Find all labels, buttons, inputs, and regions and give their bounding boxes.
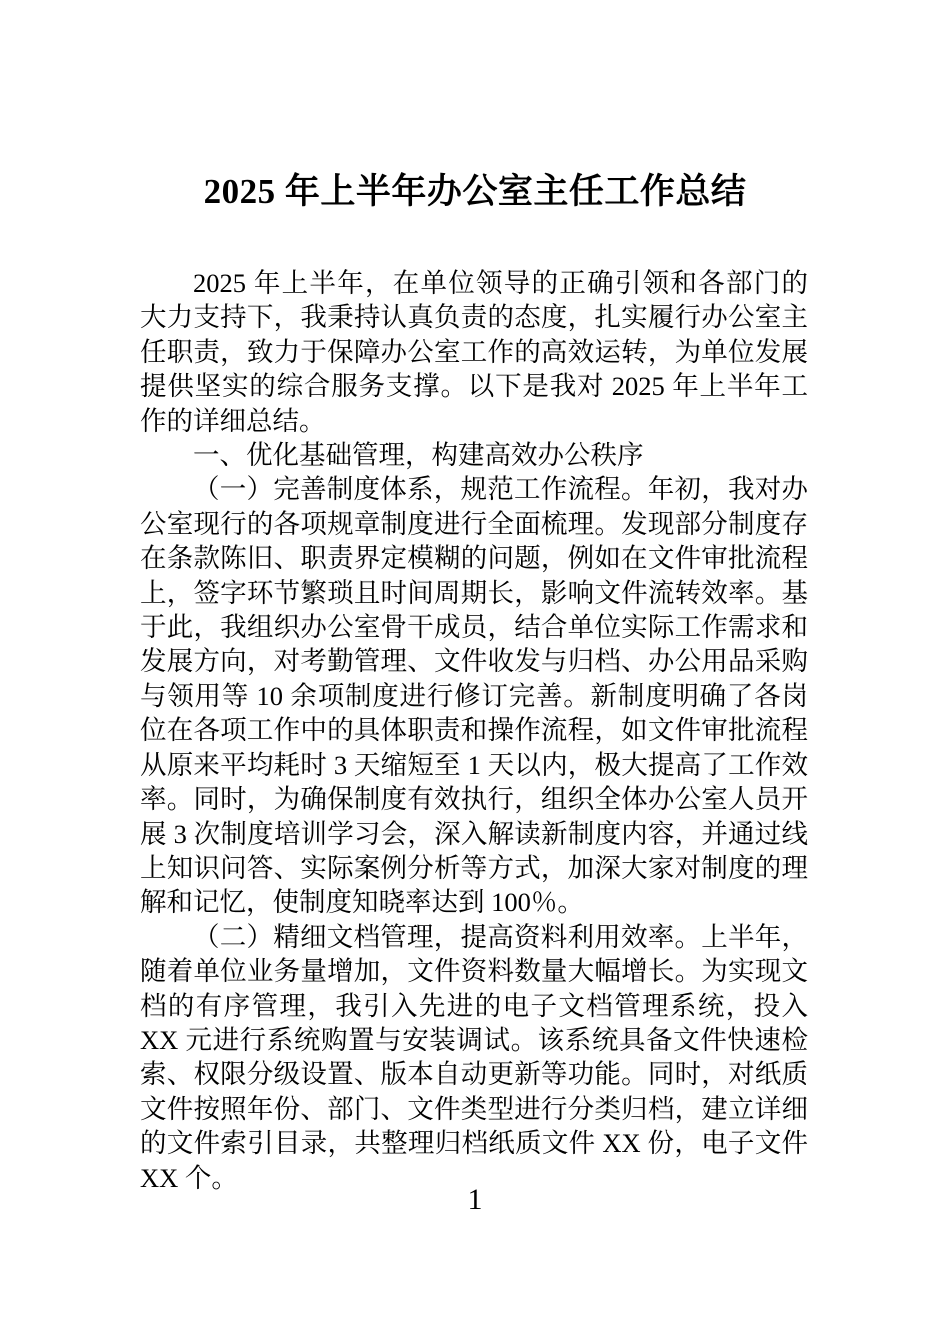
paragraph-intro: 2025 年上半年，在单位领导的正确引领和各部门的大力支持下，我秉持认真负责的态度，扎实履行办公室主任职责，致力于保障办公室工作的高效运转，为单位发展提供坚实的综合服务支撑。以下是我对 2025 年上半年工作的详细总结。: [140, 268, 808, 436]
paragraph-section-1-2: （二）精细文档管理，提高资料利用效率。上半年，随着单位业务量增加，文件资料数量大幅增长。为实现文档的有序管理，我引入先进的电子文档管理系统，投入 XX 元进行系统购置与安装调试。该系统具备文件快速检索、权限分级设置、版本自动更新等功能。同时，对纸质文件按照年份、部门、文件类型进行分类归档，建立详细的文件索引目录，共整理归档纸质文件 XX 份，电子文件 XX 个。: [140, 921, 808, 1193]
paragraph-section-1-1: （一）完善制度体系，规范工作流程。年初，我对办公室现行的各项规章制度进行全面梳理。发现部分制度存在条款陈旧、职责界定模糊的问题，例如在文件审批流程上，签字环节繁琐且时间周期长，影响文件流转效率。基于此，我组织办公室骨干成员，结合单位实际工作需求和发展方向，对考勤管理、文件收发与归档、办公用品采购与领用等 10 余项制度进行修订完善。新制度明确了各岗位在各项工作中的具体职责和操作流程，如文件审批流程从原来平均耗时 3 天缩短至 1 天以内，极大提高了工作效率。同时，为确保制度有效执行，组织全体办公室人员开展 3 次制度培训学习会，深入解读新制度内容，并通过线上知识问答、实际案例分析等方式，加深大家对制度的理解和记忆，使制度知晓率达到 100％。: [140, 474, 808, 918]
page-number: 1: [467, 1183, 483, 1216]
section-1-heading: 一、优化基础管理，构建高效办公秩序: [193, 440, 644, 471]
document-body: [140, 266, 808, 1195]
document-title: 2025 年上半年办公室主任工作总结: [203, 172, 747, 211]
